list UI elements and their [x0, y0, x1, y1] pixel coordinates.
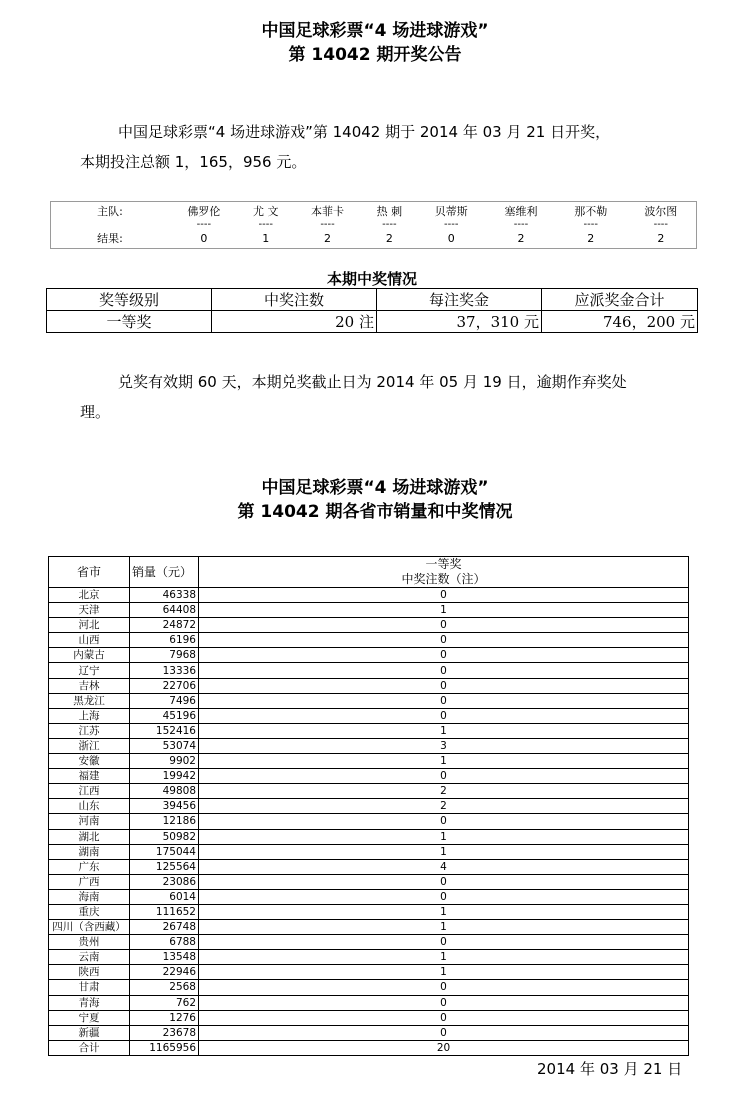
province-name: 江苏	[49, 723, 130, 738]
prize-header-row	[47, 289, 698, 311]
province-winning-count: 0	[199, 1010, 689, 1025]
province-row	[49, 874, 689, 889]
province-sales: 13548	[130, 950, 199, 965]
province-winning-count: 0	[199, 889, 689, 904]
separator-row	[51, 220, 697, 230]
province-sales: 49808	[130, 784, 199, 799]
province-sales: 50982	[130, 829, 199, 844]
province-winning-count: 0	[199, 980, 689, 995]
separator: ----	[513, 218, 529, 230]
province-sales: 1276	[130, 1010, 199, 1025]
result-label: 结果:	[97, 232, 123, 246]
province-sales: 12186	[130, 814, 199, 829]
province-sales: 111652	[130, 904, 199, 919]
match-result: 2	[587, 232, 595, 246]
match-result: 2	[385, 232, 393, 246]
province-winning-count: 0	[199, 995, 689, 1010]
province-row	[49, 980, 689, 995]
announcement-subtitle: 第 14042 期开奖公告	[288, 45, 462, 65]
match-result: 1	[262, 232, 270, 246]
redemption-paragraph	[80, 367, 700, 427]
province-winning-count: 0	[199, 618, 689, 633]
team-name: 塞维利	[504, 204, 538, 218]
province-winning-count: 20	[199, 1040, 689, 1055]
separator: ----	[320, 218, 335, 230]
redemption-line-1: 兑奖有效期 60 天，本期兑奖截止日为 2014 年 05 月 19 日，逾期作弃奖处	[118, 373, 627, 391]
province-sales-table	[48, 556, 689, 1056]
province-sales: 6788	[130, 935, 199, 950]
announcement-title: 中国足球彩票“4 场进球游戏”	[261, 21, 489, 41]
header-prize-level: 奖等级别	[47, 289, 212, 311]
province-sales: 6196	[130, 633, 199, 648]
footer-date: 2014 年 03 月 21 日	[537, 1060, 683, 1078]
intro-paragraph	[80, 117, 700, 177]
province-name: 吉林	[49, 678, 130, 693]
province-sales: 23678	[130, 1025, 199, 1040]
province-sales: 23086	[130, 874, 199, 889]
province-row	[49, 738, 689, 753]
province-row	[49, 693, 689, 708]
intro-line-1: 中国足球彩票“4 场进球游戏”第 14042 期于 2014 年 03 月 21 日开奖，	[118, 123, 611, 141]
province-row	[49, 829, 689, 844]
sales-subtitle: 第 14042 期各省市销量和中奖情况	[237, 502, 513, 522]
match-result: 2	[657, 232, 665, 246]
province-row	[49, 769, 689, 784]
prize-row	[47, 311, 698, 333]
province-name: 合计	[49, 1040, 130, 1055]
province-sales: 22706	[130, 678, 199, 693]
province-winning-count: 0	[199, 935, 689, 950]
separator: ----	[583, 218, 598, 230]
province-name: 辽宁	[49, 663, 130, 678]
province-winning-count: 0	[199, 1025, 689, 1040]
province-sales: 9902	[130, 754, 199, 769]
province-row	[49, 859, 689, 874]
team-name: 那不勒	[574, 204, 608, 218]
province-sales: 13336	[130, 663, 199, 678]
province-row	[49, 889, 689, 904]
header-sales: 销量（元）	[130, 557, 199, 588]
province-row	[49, 1040, 689, 1055]
separator: ----	[444, 218, 459, 230]
header-total-prize: 应派奖金合计	[542, 289, 698, 311]
province-name: 浙江	[49, 738, 130, 753]
header-prize-level: 一等奖	[199, 557, 689, 573]
province-sales: 152416	[130, 723, 199, 738]
province-winning-count: 1	[199, 904, 689, 919]
prize-level: 一等奖	[47, 311, 212, 333]
province-winning-count: 0	[199, 814, 689, 829]
header-winning-count: 中奖注数	[212, 289, 377, 311]
province-winning-count: 4	[199, 859, 689, 874]
province-row	[49, 618, 689, 633]
province-sales: 175044	[130, 844, 199, 859]
province-row	[49, 723, 689, 738]
province-name: 山西	[49, 633, 130, 648]
province-row	[49, 754, 689, 769]
province-row	[49, 603, 689, 618]
team-name: 贝蒂斯	[434, 204, 468, 218]
province-name: 河南	[49, 814, 130, 829]
province-name: 陕西	[49, 965, 130, 980]
province-winning-count: 0	[199, 588, 689, 603]
home-team-label: 主队:	[97, 204, 123, 218]
province-row	[49, 799, 689, 814]
match-result: 2	[324, 232, 332, 246]
province-sales: 22946	[130, 965, 199, 980]
province-name: 上海	[49, 708, 130, 723]
province-row	[49, 633, 689, 648]
province-name: 四川（含西藏）	[49, 920, 130, 935]
header-per-bet-prize: 每注奖金	[377, 289, 542, 311]
province-sales: 1165956	[130, 1040, 199, 1055]
province-winning-count: 0	[199, 693, 689, 708]
province-name: 新疆	[49, 1025, 130, 1040]
header-province: 省市	[49, 557, 130, 588]
team-name: 佛罗伦	[187, 204, 221, 218]
match-result: 0	[447, 232, 455, 246]
province-winning-count: 1	[199, 829, 689, 844]
province-row	[49, 648, 689, 663]
separator: ----	[196, 218, 212, 230]
province-row	[49, 844, 689, 859]
province-sales: 762	[130, 995, 199, 1010]
province-name: 天津	[49, 603, 130, 618]
province-name: 重庆	[49, 904, 130, 919]
province-winning-count: 2	[199, 799, 689, 814]
province-sales: 7496	[130, 693, 199, 708]
province-name: 黑龙江	[49, 693, 130, 708]
match-results-table	[50, 201, 697, 249]
province-winning-count: 0	[199, 769, 689, 784]
sales-title: 中国足球彩票“4 场进球游戏”	[261, 478, 489, 498]
province-winning-count: 0	[199, 663, 689, 678]
prize-section-title: 本期中奖情况	[326, 270, 417, 288]
province-sales: 39456	[130, 799, 199, 814]
province-name: 贵州	[49, 935, 130, 950]
header-prize-count: 中奖注数（注）	[199, 572, 689, 588]
province-winning-count: 0	[199, 708, 689, 723]
province-name: 甘肃	[49, 980, 130, 995]
total-prize: 746，200 元	[542, 311, 698, 333]
province-name: 海南	[49, 889, 130, 904]
province-name: 湖北	[49, 829, 130, 844]
home-team-row	[51, 202, 697, 221]
match-result: 0	[200, 232, 208, 246]
intro-line-2: 本期投注总额 1，165，956 元。	[80, 153, 307, 171]
province-row	[49, 1010, 689, 1025]
province-row	[49, 663, 689, 678]
sales-header-row	[49, 557, 689, 573]
province-name: 宁夏	[49, 1010, 130, 1025]
province-name: 北京	[49, 588, 130, 603]
province-winning-count: 1	[199, 754, 689, 769]
province-winning-count: 1	[199, 920, 689, 935]
province-name: 山东	[49, 799, 130, 814]
match-result: 2	[517, 232, 525, 246]
province-winning-count: 0	[199, 874, 689, 889]
province-sales: 45196	[130, 708, 199, 723]
province-sales: 7968	[130, 648, 199, 663]
province-row	[49, 965, 689, 980]
province-winning-count: 1	[199, 965, 689, 980]
province-row	[49, 1025, 689, 1040]
province-name: 安徽	[49, 754, 130, 769]
province-winning-count: 1	[199, 603, 689, 618]
sales-body	[49, 588, 689, 1056]
team-name: 热 刺	[376, 204, 403, 218]
province-winning-count: 2	[199, 784, 689, 799]
province-row	[49, 678, 689, 693]
province-winning-count: 0	[199, 678, 689, 693]
winning-count: 20 注	[212, 311, 377, 333]
province-row	[49, 904, 689, 919]
province-row	[49, 588, 689, 603]
province-winning-count: 1	[199, 950, 689, 965]
province-row	[49, 784, 689, 799]
province-winning-count: 3	[199, 738, 689, 753]
team-name: 尤 文	[252, 204, 279, 218]
province-row	[49, 814, 689, 829]
province-winning-count: 1	[199, 723, 689, 738]
redemption-line-2: 理。	[80, 403, 111, 421]
per-bet-prize: 37，310 元	[377, 311, 542, 333]
province-sales: 2568	[130, 980, 199, 995]
province-row	[49, 950, 689, 965]
province-row	[49, 920, 689, 935]
province-row	[49, 995, 689, 1010]
province-winning-count: 0	[199, 633, 689, 648]
province-name: 云南	[49, 950, 130, 965]
separator: ----	[258, 218, 273, 230]
prize-table	[46, 288, 698, 333]
province-sales: 46338	[130, 588, 199, 603]
province-name: 广西	[49, 874, 130, 889]
separator: ----	[382, 218, 397, 230]
province-sales: 26748	[130, 920, 199, 935]
province-name: 江西	[49, 784, 130, 799]
result-row	[51, 230, 697, 249]
province-name: 内蒙古	[49, 648, 130, 663]
province-sales: 53074	[130, 738, 199, 753]
province-name: 河北	[49, 618, 130, 633]
province-sales: 24872	[130, 618, 199, 633]
team-name: 波尔图	[644, 204, 678, 218]
province-row	[49, 708, 689, 723]
province-name: 湖南	[49, 844, 130, 859]
province-name: 福建	[49, 769, 130, 784]
province-name: 广东	[49, 859, 130, 874]
province-sales: 19942	[130, 769, 199, 784]
team-name: 本菲卡	[311, 204, 345, 218]
province-sales: 6014	[130, 889, 199, 904]
separator: ----	[653, 218, 669, 230]
province-sales: 125564	[130, 859, 199, 874]
province-winning-count: 1	[199, 844, 689, 859]
province-name: 青海	[49, 995, 130, 1010]
province-row	[49, 935, 689, 950]
province-sales: 64408	[130, 603, 199, 618]
province-winning-count: 0	[199, 648, 689, 663]
